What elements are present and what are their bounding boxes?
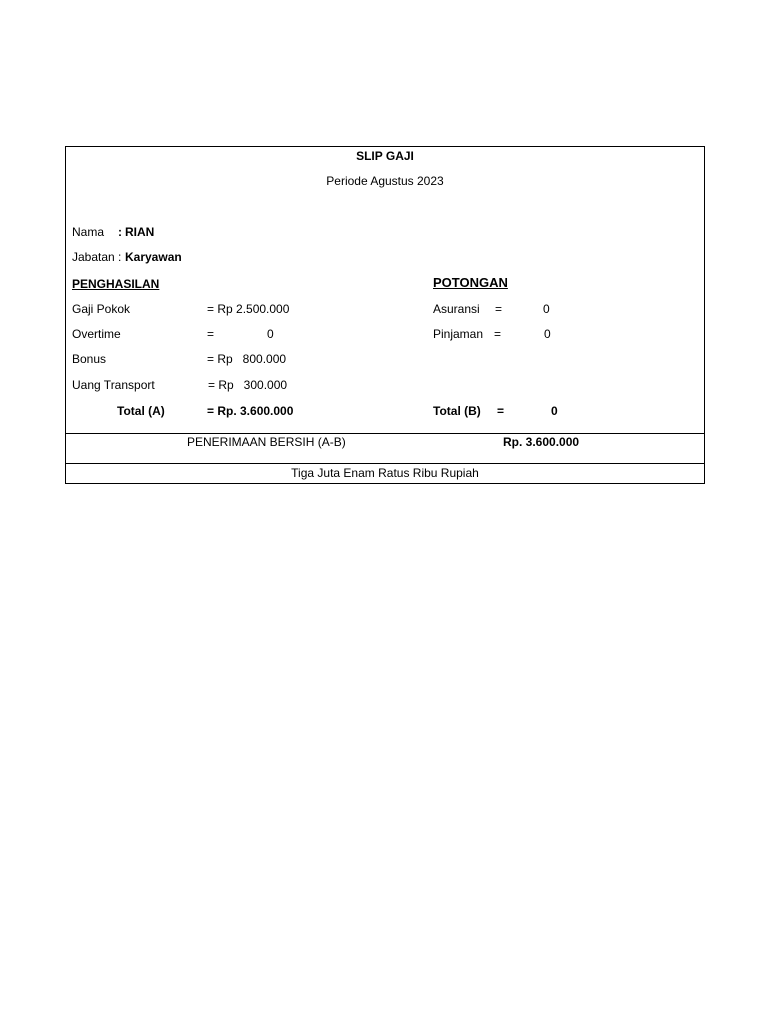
deduction-label-pinjaman: Pinjaman — [433, 327, 484, 341]
deduction-label-asuransi: Asuransi — [433, 302, 480, 316]
deduction-eq-pinjaman: = — [494, 327, 502, 341]
net-pay-value: Rp. 3.600.000 — [503, 435, 580, 449]
income-eq-overtime: = — [207, 327, 215, 341]
slip-period: Periode Agustus 2023 — [326, 174, 444, 188]
employee-name: RIAN — [125, 225, 155, 239]
income-label-bonus: Bonus — [72, 352, 107, 366]
deduction-total-label: Total (B) — [433, 404, 481, 418]
payslip — [65, 146, 705, 484]
deduction-value-pinjaman: 0 — [544, 327, 551, 341]
deduction-total-value: 0 — [551, 404, 558, 418]
income-label-transport: Uang Transport — [72, 378, 155, 392]
deductions-heading: POTONGAN — [433, 275, 508, 290]
slip-title: SLIP GAJI — [356, 149, 414, 163]
divider-words — [66, 463, 704, 464]
income-value-transport: = Rp 300.000 — [208, 378, 288, 392]
income-label-overtime: Overtime — [72, 327, 121, 341]
divider-net — [66, 433, 704, 434]
deduction-total-eq: = — [497, 404, 505, 418]
income-value-overtime: 0 — [267, 327, 274, 341]
income-heading: PENGHASILAN — [72, 277, 160, 291]
income-label-gaji-pokok: Gaji Pokok — [72, 302, 131, 316]
deduction-value-asuransi: 0 — [543, 302, 550, 316]
deduction-eq-asuransi: = — [495, 302, 503, 316]
income-value-bonus: = Rp 800.000 — [207, 352, 287, 366]
net-pay-label: PENERIMAAN BERSIH (A-B) — [187, 435, 346, 449]
employee-position: Karyawan — [125, 250, 182, 264]
income-total-label: Total (A) — [117, 404, 165, 418]
income-value-gaji-pokok: = Rp 2.500.000 — [207, 302, 290, 316]
amount-in-words: Tiga Juta Enam Ratus Ribu Rupiah — [291, 466, 479, 480]
position-label: Jabatan : — [72, 250, 122, 264]
income-total-value: = Rp. 3.600.000 — [207, 404, 294, 418]
name-label: Nama — [72, 225, 105, 239]
name-separator: : — [118, 225, 122, 239]
